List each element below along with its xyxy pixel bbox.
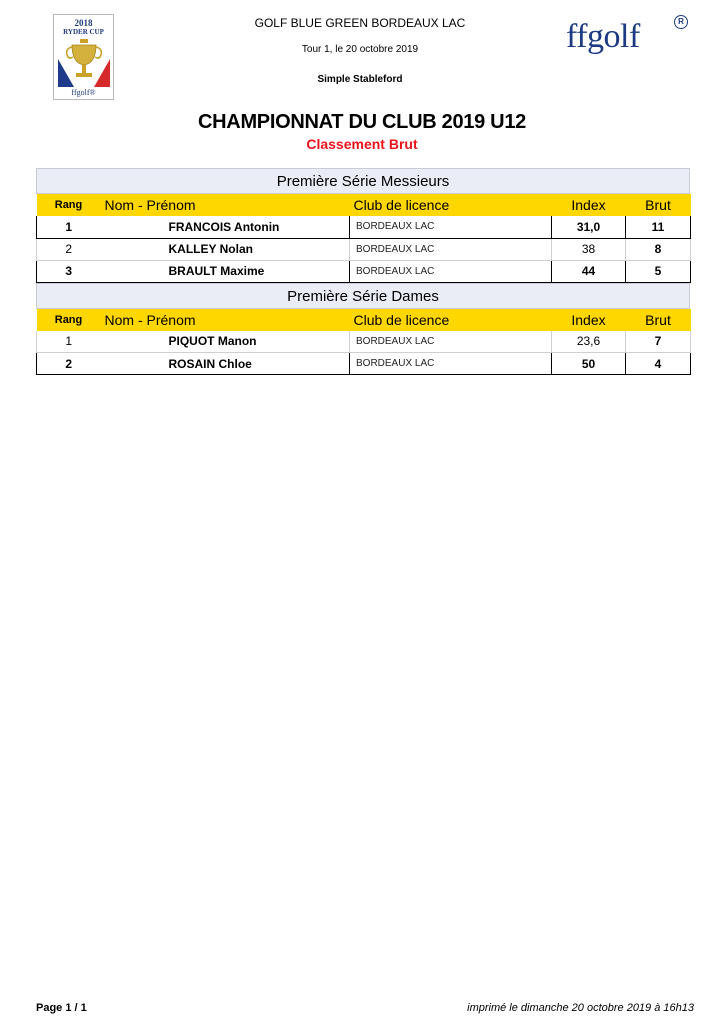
table-row <box>37 331 691 353</box>
cell-club: BORDEAUX LAC <box>350 353 552 375</box>
col-header-nom: Nom - Prénom <box>101 194 350 216</box>
cell-club: BORDEAUX LAC <box>350 331 552 353</box>
classement-subtitle: Classement Brut <box>306 136 418 152</box>
cell-brut: 8 <box>626 238 691 260</box>
cell-brut: 7 <box>626 331 691 353</box>
ffgolf-wordmark: ffgolf <box>566 18 640 55</box>
cell-nom: BRAULT Maxime <box>101 260 350 282</box>
col-header-rang: Rang <box>37 309 101 331</box>
col-header-brut: Brut <box>626 309 691 331</box>
cell-club: BORDEAUX LAC <box>350 238 552 260</box>
col-header-club: Club de licence <box>350 194 552 216</box>
cell-index: 38 <box>552 238 626 260</box>
round-info: Tour 1, le 20 octobre 2019 <box>301 44 419 55</box>
col-header-nom: Nom - Prénom <box>101 309 350 331</box>
printed-timestamp: imprimé le dimanche 20 octobre 2019 à 16h13 <box>467 1002 694 1014</box>
cell-rang: 1 <box>37 331 101 353</box>
cell-brut: 5 <box>626 260 691 282</box>
ryder-cup-logo <box>53 14 114 100</box>
results-table-dames <box>36 309 691 376</box>
ryder-ffgolf-text: ffgolf® <box>71 88 96 97</box>
cell-index: 50 <box>552 353 626 375</box>
ffgolf-logo <box>566 12 696 67</box>
col-header-rang: Rang <box>37 194 101 216</box>
table-row <box>37 353 691 375</box>
cell-index: 23,6 <box>552 331 626 353</box>
cell-rang: 2 <box>37 238 101 260</box>
table-row <box>37 260 691 282</box>
series-title-messieurs: Première Série Messieurs <box>36 168 690 194</box>
cell-club: BORDEAUX LAC <box>350 216 552 238</box>
event-title: CHAMPIONNAT DU CLUB 2019 U12 <box>198 111 526 133</box>
cell-rang: 2 <box>37 353 101 375</box>
cell-nom: ROSAIN Chloe <box>101 353 350 375</box>
cell-club: BORDEAUX LAC <box>350 260 552 282</box>
results-block <box>36 168 690 375</box>
table-header-row <box>37 194 691 216</box>
cell-index: 44 <box>552 260 626 282</box>
col-header-index: Index <box>552 309 626 331</box>
registered-icon: R <box>674 15 688 29</box>
results-table-messieurs <box>36 194 691 283</box>
table-header-row <box>37 309 691 331</box>
ryder-cup-trophy-icon <box>58 37 110 87</box>
cell-rang: 3 <box>37 260 101 282</box>
cell-index: 31,0 <box>552 216 626 238</box>
formula: Simple Stableford <box>317 74 403 85</box>
ryder-cup-year: 2018 <box>74 18 93 28</box>
col-header-index: Index <box>552 194 626 216</box>
series-title-dames: Première Série Dames <box>36 283 690 309</box>
cell-nom: PIQUOT Manon <box>101 331 350 353</box>
table-row <box>37 216 691 238</box>
cell-brut: 11 <box>626 216 691 238</box>
ryder-cup-text: RYDER CUP <box>63 28 104 36</box>
col-header-brut: Brut <box>626 194 691 216</box>
club-name: GOLF BLUE GREEN BORDEAUX LAC <box>254 16 466 30</box>
cell-nom: FRANCOIS Antonin <box>101 216 350 238</box>
col-header-club: Club de licence <box>350 309 552 331</box>
table-row <box>37 238 691 260</box>
cell-rang: 1 <box>37 216 101 238</box>
cell-nom: KALLEY Nolan <box>101 238 350 260</box>
page-number: Page 1 / 1 <box>36 1002 87 1014</box>
cell-brut: 4 <box>626 353 691 375</box>
